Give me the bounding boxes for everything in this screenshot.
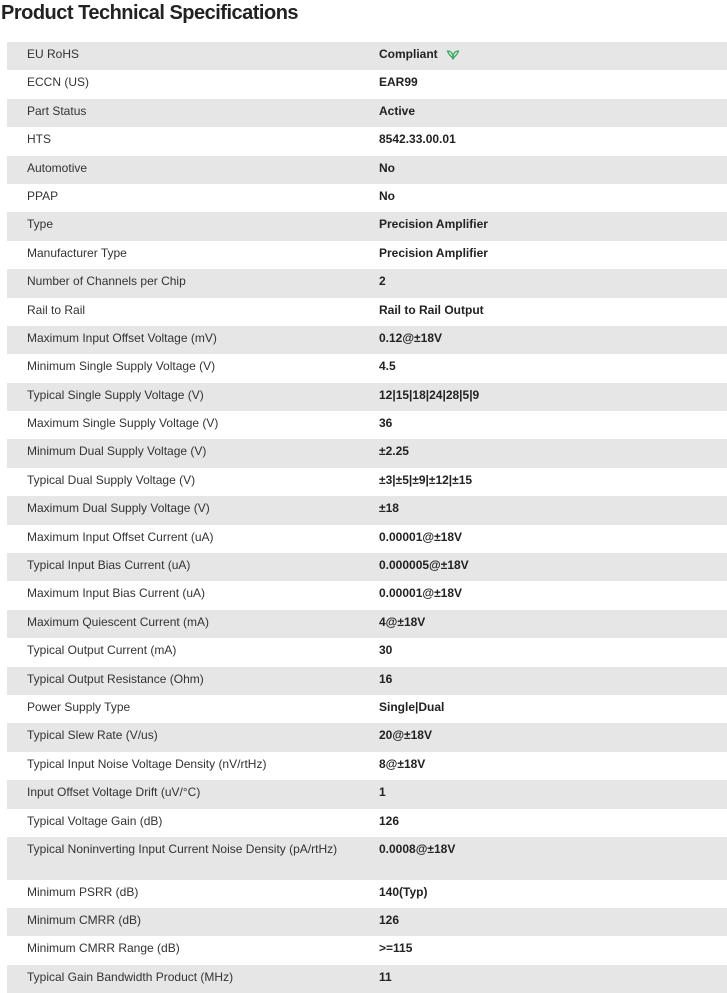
spec-label: PPAP xyxy=(27,188,59,203)
table-row xyxy=(7,780,727,808)
spec-value: No xyxy=(379,188,395,203)
leaf-icon xyxy=(446,48,460,60)
spec-value: EAR99 xyxy=(379,75,418,90)
spec-label: Rail to Rail xyxy=(27,302,86,317)
table-row xyxy=(7,752,727,780)
table-row xyxy=(7,553,727,581)
spec-value: 4@±18V xyxy=(379,614,426,629)
spec-label: Maximum Dual Supply Voltage (V) xyxy=(27,501,210,516)
spec-value: Precision Amplifier xyxy=(379,245,488,260)
table-row xyxy=(7,411,727,439)
spec-value: 0.00001@±18V xyxy=(379,586,463,601)
spec-value: 8@±18V xyxy=(379,756,426,771)
spec-value: 0.0008@±18V xyxy=(379,841,456,856)
table-row xyxy=(7,695,727,723)
spec-label: Maximum Input Bias Current (uA) xyxy=(27,586,206,601)
table-row xyxy=(7,70,727,98)
spec-label: Maximum Input Offset Voltage (mV) xyxy=(27,330,217,345)
spec-value: 36 xyxy=(379,416,393,431)
spec-label: Power Supply Type xyxy=(27,699,131,714)
spec-label: Manufacturer Type xyxy=(27,245,127,260)
table-row xyxy=(7,638,727,666)
spec-value: 8542.33.00.01 xyxy=(379,132,456,147)
table-row xyxy=(7,439,727,467)
spec-value: 1 xyxy=(379,785,386,800)
spec-value: Rail to Rail Output xyxy=(379,302,484,317)
spec-value: 0.000005@±18V xyxy=(379,558,469,573)
spec-label: Part Status xyxy=(27,103,87,118)
table-row xyxy=(7,383,727,411)
spec-value xyxy=(359,42,727,70)
table-row xyxy=(7,723,727,751)
table-row xyxy=(7,127,727,155)
table-row xyxy=(7,241,727,269)
spec-value: 0.12@±18V xyxy=(379,330,442,345)
table-row xyxy=(7,809,727,837)
spec-label: Minimum CMRR (dB) xyxy=(27,912,141,927)
spec-label: Typical Gain Bandwidth Product (MHz) xyxy=(27,969,234,984)
spec-value: 126 xyxy=(379,912,400,927)
spec-value: 20@±18V xyxy=(379,728,432,743)
spec-label: Typical Noninverting Input Current Noise Density (pA/rtHz) xyxy=(27,841,338,856)
spec-label: Minimum PSRR (dB) xyxy=(27,884,139,899)
spec-value: 140(Typ) xyxy=(379,884,428,899)
spec-label: Typical Input Noise Voltage Density (nV/rtHz) xyxy=(27,756,267,771)
spec-value: Active xyxy=(379,103,416,118)
spec-label: Number of Channels per Chip xyxy=(27,274,186,289)
specifications-table xyxy=(7,42,727,993)
spec-label: Typical Slew Rate (V/us) xyxy=(27,728,158,743)
spec-label: Minimum Dual Supply Voltage (V) xyxy=(27,444,207,459)
table-row xyxy=(7,965,727,993)
spec-label: Minimum Single Supply Voltage (V) xyxy=(27,359,216,374)
spec-value: >=115 xyxy=(379,941,413,956)
spec-value: 12|15|18|24|28|5|9 xyxy=(379,387,480,402)
spec-label: ECCN (US) xyxy=(27,75,89,90)
spec-label: Typical Output Resistance (Ohm) xyxy=(27,671,204,686)
spec-label: EU RoHS xyxy=(27,47,80,61)
spec-label: Typical Input Bias Current (uA) xyxy=(27,558,191,573)
table-row xyxy=(7,610,727,638)
table-row xyxy=(7,354,727,382)
table-row xyxy=(7,468,727,496)
table-row xyxy=(7,326,727,354)
spec-label: Type xyxy=(27,217,54,232)
spec-value: ±18 xyxy=(379,501,399,516)
spec-value: 0.00001@±18V xyxy=(379,529,463,544)
table-row xyxy=(7,837,727,880)
table-row xyxy=(7,667,727,695)
spec-value: 30 xyxy=(379,643,393,658)
spec-label: Maximum Quiescent Current (mA) xyxy=(27,614,210,629)
spec-label: Typical Dual Supply Voltage (V) xyxy=(27,472,196,487)
spec-value: 2 xyxy=(379,274,386,289)
page-title: Product Technical Specifications xyxy=(1,2,299,24)
spec-value: Single|Dual xyxy=(379,699,445,714)
table-row xyxy=(7,269,727,297)
spec-value: 11 xyxy=(379,969,392,984)
table-row xyxy=(7,42,727,70)
table-row xyxy=(7,581,727,609)
table-row xyxy=(7,298,727,326)
table-row xyxy=(7,156,727,184)
spec-label: Maximum Input Offset Current (uA) xyxy=(27,529,214,544)
table-row xyxy=(7,184,727,212)
table-row xyxy=(7,99,727,127)
table-row xyxy=(7,496,727,524)
table-row xyxy=(7,908,727,936)
table-row xyxy=(7,212,727,240)
spec-value: No xyxy=(379,160,395,175)
spec-value: ±3|±5|±9|±12|±15 xyxy=(379,472,473,487)
spec-label: Maximum Single Supply Voltage (V) xyxy=(27,416,219,431)
spec-label: Typical Single Supply Voltage (V) xyxy=(27,387,204,402)
spec-label: Automotive xyxy=(27,160,88,175)
spec-value-text: Compliant xyxy=(379,47,438,61)
table-row xyxy=(7,936,727,964)
spec-value: 126 xyxy=(379,813,400,828)
table-row xyxy=(7,880,727,908)
spec-value: 4.5 xyxy=(379,359,396,374)
table-row xyxy=(7,525,727,553)
spec-label: Input Offset Voltage Drift (uV/°C) xyxy=(27,785,201,800)
spec-value: 16 xyxy=(379,671,393,686)
spec-label: Typical Output Current (mA) xyxy=(27,643,177,658)
specifications-table-body xyxy=(7,42,727,993)
spec-value: Precision Amplifier xyxy=(379,217,488,232)
spec-label: HTS xyxy=(27,132,51,147)
spec-label: Typical Voltage Gain (dB) xyxy=(27,813,163,828)
spec-label: Minimum CMRR Range (dB) xyxy=(27,941,180,956)
spec-value: ±2.25 xyxy=(379,444,409,459)
